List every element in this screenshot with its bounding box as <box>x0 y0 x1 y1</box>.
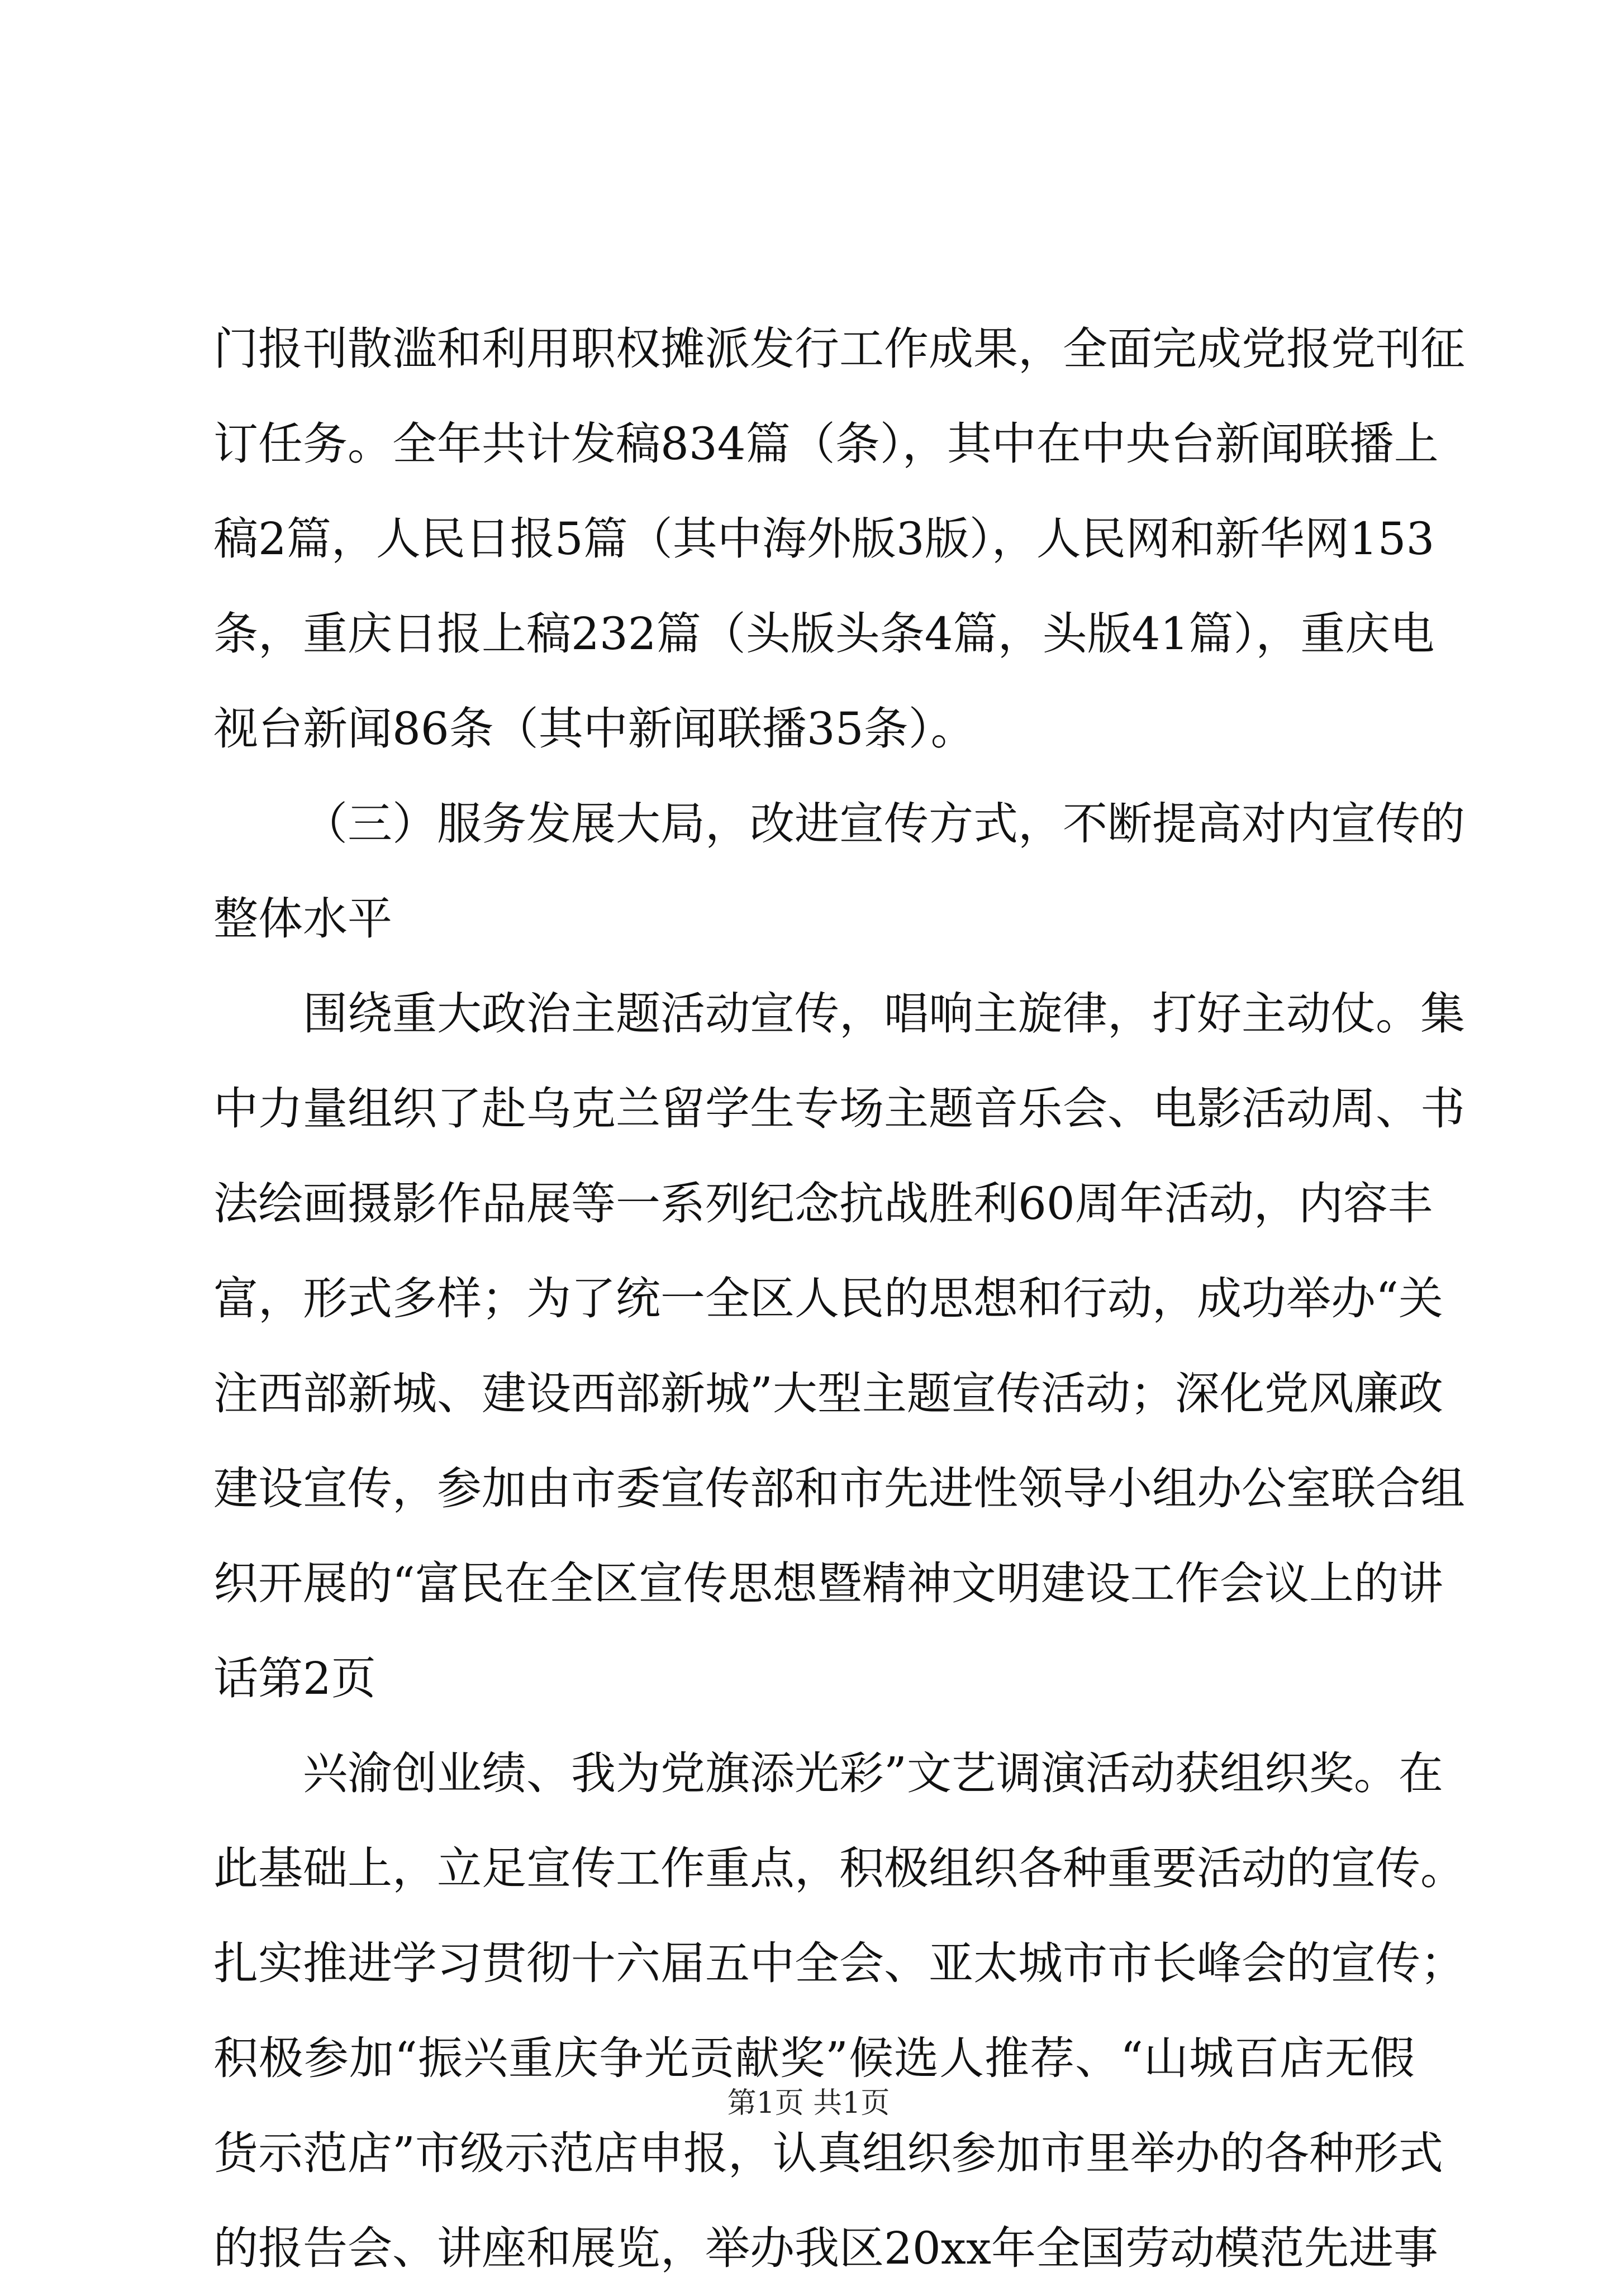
text-line: 法绘画摄影作品展等一系列纪念抗战胜利60周年活动，内容丰 <box>213 1178 1433 1230</box>
text-line: 话第2页 <box>213 1652 376 1704</box>
text-line: 此基础上，立足宣传工作重点，积极组织各种重要活动的宣传。 <box>213 1842 1465 1894</box>
text-line: 条，重庆日报上稿232篇（头版头条4篇，头版41篇），重庆电 <box>213 608 1435 660</box>
text-line: 积极参加“振兴重庆争光贡献奖”候选人推荐、“山城百店无假 <box>213 2032 1415 2084</box>
text-line: 兴渝创业绩、我为党旗添光彩”文艺调演活动获组织奖。在 <box>303 1747 1443 1799</box>
text-line: （三）服务发展大局，改进宣传方式，不断提高对内宣传的 <box>303 798 1465 850</box>
text-line: 的报告会、讲座和展览，举办我区20xx年全国劳动模范先进事 <box>213 2222 1439 2274</box>
page-footer: 第1页 共1页 <box>727 2087 890 2120</box>
text-line: 视台新闻86条（其中新闻联播35条）。 <box>213 703 976 755</box>
text-line: 建设宣传，参加由市委宣传部和市先进性领导小组办公室联合组 <box>213 1463 1465 1514</box>
text-line: 富，形式多样；为了统一全区人民的思想和行动，成功举办“关 <box>213 1273 1443 1325</box>
text-line: 订任务。全年共计发稿834篇（条），其中在中央台新闻联播上 <box>213 418 1439 470</box>
text-line: 扎实推进学习贯彻十六届五中全会、亚太城市市长峰会的宣传； <box>213 1937 1465 1989</box>
document-body <box>213 302 1465 2296</box>
text-line: 中力量组织了赴乌克兰留学生专场主题音乐会、电影活动周、书 <box>213 1083 1465 1135</box>
text-line: 货示范店”市级示范店申报，认真组织参加市里举办的各种形式 <box>213 2127 1443 2179</box>
text-line: 注西部新城、建设西部新城”大型主题宣传活动；深化党风廉政 <box>213 1368 1443 1419</box>
text-line: 稿2篇，人民日报5篇（其中海外版3版），人民网和新华网153 <box>213 513 1435 565</box>
text-line: 门报刊散滥和利用职权摊派发行工作成果，全面完成党报党刊征 <box>213 323 1465 375</box>
text-line: 整体水平 <box>213 893 392 945</box>
text-line: 围绕重大政治主题活动宣传，唱响主旋律，打好主动仗。集 <box>303 988 1465 1040</box>
text-line: 织开展的“富民在全区宣传思想暨精神文明建设工作会议上的讲 <box>213 1557 1443 1609</box>
